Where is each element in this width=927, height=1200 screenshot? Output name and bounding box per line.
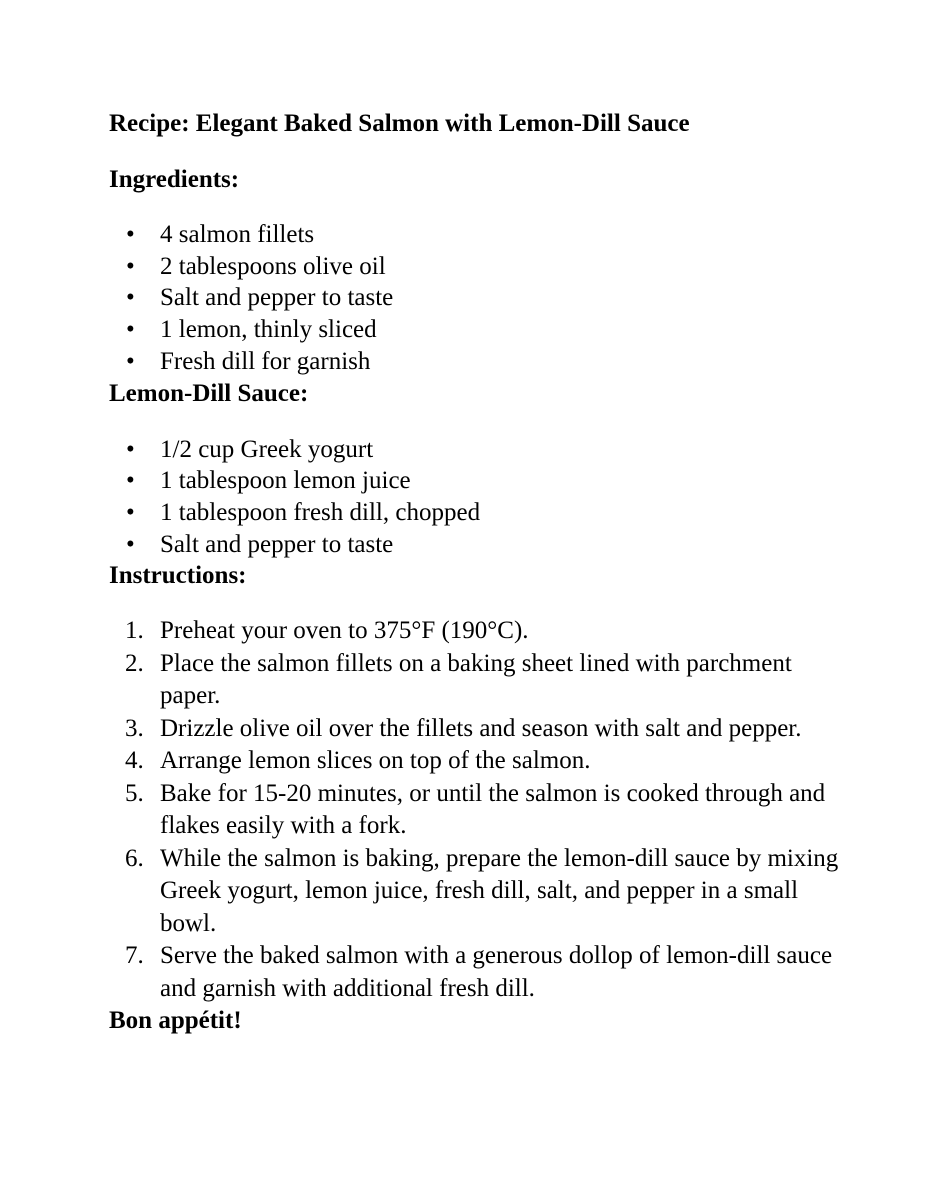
list-item: • 1 tablespoon lemon juice [109, 465, 849, 497]
ingredients-list [109, 219, 849, 378]
list-item: • Fresh dill for garnish [109, 346, 849, 378]
ingredients-heading: Ingredients: [109, 166, 240, 193]
list-item: • 4 salmon fillets [109, 219, 849, 251]
bullet-icon: • [126, 467, 135, 495]
step-number: 2. [125, 649, 144, 677]
instructions-heading: Instructions: [109, 562, 247, 590]
step-number: 3. [125, 714, 144, 742]
bullet-icon: • [126, 221, 135, 248]
sauce-list [109, 434, 849, 561]
step-number: 6. [125, 844, 144, 872]
step-number: 4. [125, 747, 144, 775]
list-item: • 1 lemon, thinly sliced [109, 314, 849, 346]
step-number: 7. [125, 942, 144, 970]
list-item: • 1 tablespoon fresh dill, chopped [109, 497, 849, 529]
list-item: • 1/2 cup Greek yogurt [109, 434, 849, 466]
step-number: 1. [125, 617, 144, 645]
sauce-heading: Lemon-Dill Sauce: [109, 379, 309, 407]
recipe-page [109, 108, 849, 1037]
list-item: • Salt and pepper to taste [109, 529, 849, 561]
instruction-step: 7. Serve the baked salmon with a generous dollop of lemon-dill sauce and garnish with additional fresh dill. [125, 942, 833, 1002]
closing-text: Bon appétit! [109, 1007, 242, 1035]
instruction-step: 5. Bake for 15-20 minutes, or until the salmon is cooked through and flakes easily with a fork. [125, 779, 826, 840]
instruction-step: 4. Arrange lemon slices on top of the salmon. [109, 745, 849, 778]
instructions-list [109, 615, 849, 1005]
bullet-icon: • [126, 284, 135, 312]
bullet-icon: • [126, 316, 135, 344]
list-item: • Salt and pepper to taste [109, 282, 849, 314]
bullet-icon: • [126, 435, 135, 463]
bullet-icon: • [126, 530, 135, 558]
instruction-step: 6. While the salmon is baking, prepare the lemon-dill sauce by mixing Greek yogurt, lemon juice, fresh dill, salt, and pepper in a small bowl. [125, 844, 839, 937]
bullet-icon: • [126, 252, 135, 280]
instruction-step: 3. Drizzle olive oil over the fillets and season with salt and pepper. [109, 713, 849, 746]
bullet-icon: • [126, 498, 135, 526]
step-number: 5. [125, 779, 144, 807]
list-item: • 2 tablespoons olive oil [109, 251, 849, 283]
instruction-step: 2. Place the salmon fillets on a baking sheet lined with parchment paper. [125, 649, 792, 710]
instruction-step: 1. Preheat your oven to 375°F (190°C). [109, 615, 849, 648]
bullet-icon: • [126, 347, 135, 375]
recipe-title: Recipe: Elegant Baked Salmon with Lemon-Dill Sauce [109, 110, 690, 137]
